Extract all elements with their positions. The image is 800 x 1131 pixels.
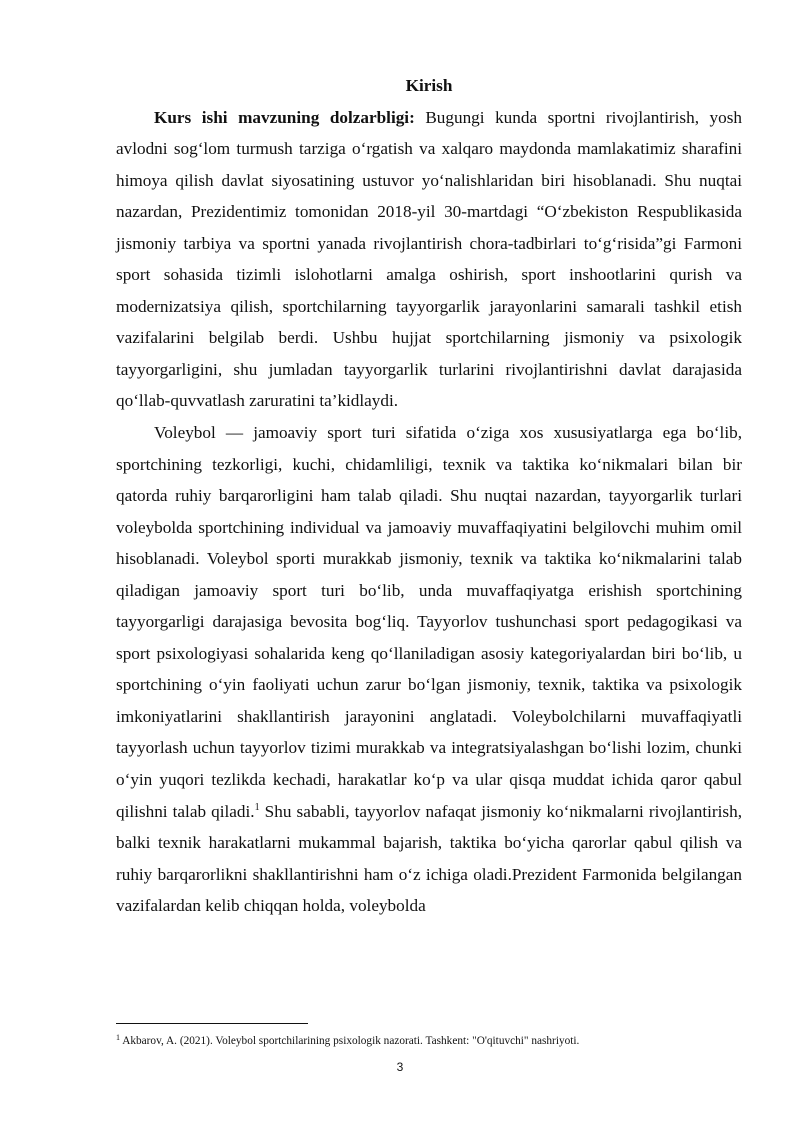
footnote-text: Akbarov, A. (2021). Voleybol sportchilarining psixologik nazorati. Tashkent: "O'qituvchi" nashriyoti. [120,1035,580,1047]
body-text [116,70,742,922]
footnote [116,1034,742,1048]
paragraph-volleyball-text: Voleybol — jamoaviy sport turi sifatida o‘ziga xos xususiyatlarga ega bo‘lib, sportchining tezkorligi, kuchi, chidamliligi, texnik va taktika ko‘nikmalari bilan bir qatorda ruhiy barqarorligini ham talab qiladi. Shu nuqtai nazardan, tayyorgarlik turlari voleybolda sportchining individual va jamoaviy muvaffaqiyatini belgilovchi muhim omil hisoblanadi. Voleybol sporti murakkab jismoniy, texnik va taktika ko‘nikmalarini talab qiladigan jamoaviy sport turi bo‘lib, unda muvaffaqiyatga erishish sportchining tayyorgarligi darajasiga bevosita bog‘liq. Tayyorlov tushunchasi sport pedagogikasi va sport psixologiyasi sohalarida keng qo‘llaniladigan asosiy kategoriyalardan biri bo‘lib, u sportchining o‘yin faoliyati uchun zarur bo‘lgan jismoniy, texnik, taktika va psixologik imkoniyatlarini shakllantirish jarayonini anglatadi. Voleybolchilarni muvaffaqiyatli tayyorlash uchun tayyorlov tizimi murakkab va integratsiyalashgan bo‘lishi lozim, chunki o‘yin yuqori tezlikda kechadi, harakatlar ko‘p va ular qisqa muddat ichida qaror qabul qilishni talab qiladi. [116,423,742,821]
footnote-marker: 1 [116,1033,120,1042]
paragraph-relevance-text: Bugungi kunda sportni rivojlantirish, yosh avlodni sog‘lom turmush tarziga o‘rgatish va xalqaro maydonda mamlakatimiz sharafini himoya qilish davlat siyosatining ustuvor yo‘nalishlaridan biri hisoblanadi. Shu nuqtai nazardan, Prezidentimiz tomonidan 2018-yil 30-martdagi “O‘zbekiston Respublikasida jismoniy tarbiya va sportni yanada rivojlantirish chora-tadbirlari to‘g‘risida”gi Farmoni sport sohasida tizimli islohotlarni amalga oshirish, sport inshootlarini qurish va modernizatsiya qilish, sportchilarning tayyorgarlik jarayonlarini samarali tashkil etish vazifalarini belgilab berdi. Ushbu hujjat sportchilarning jismoniy va psixologik tayyorgarligini, shu jumladan tayyorgarlik turlarini rivojlantirishni davlat darajasida qo‘llab-quvvatlash zaruratini ta’kidlaydi. [116,107,743,411]
footnote-separator [116,1023,308,1024]
page-number: 3 [396,1060,404,1074]
paragraph-volleyball [116,417,742,922]
footnote-reference[interactable]: 1 [254,801,260,813]
page-title: Kirish [405,76,453,95]
paragraph-lead: Kurs ishi mavzuning dolzarbligi: [154,107,415,127]
paragraph-volleyball-continued: Shu sababli, tayyorlov nafaqat jismoniy ko‘nikmalarni rivojlantirish, balki texnik harakatlarni mukammal bajarish, taktika bo‘yicha qarorlar qabul qilish va ruhiy barqarorlikni shakllantirishni ham o‘z ichiga oladi.Prezident Farmonida belgilangan vazifalardan kelib chiqqan holda, voleybolda [116,801,742,916]
paragraph-relevance [116,102,742,417]
